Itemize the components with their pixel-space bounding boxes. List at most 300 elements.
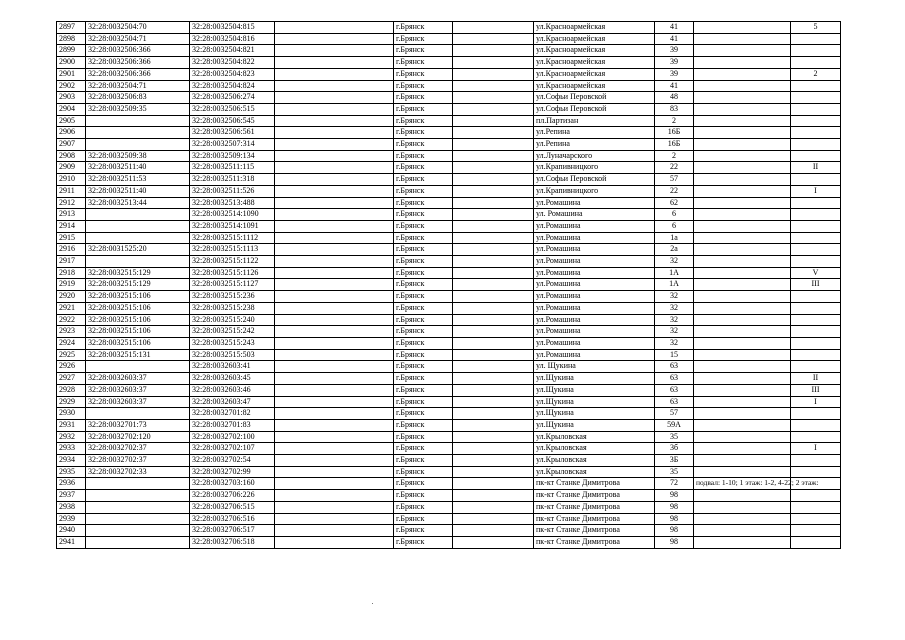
parcel-cadastral-number-cell: 32:28:0032511:40: [86, 162, 190, 174]
parcel-cadastral-number-cell: 32:28:0032603:37: [86, 373, 190, 385]
house-number-cell: 16Б: [655, 127, 694, 139]
object-cadastral-number-cell: 32:28:0032603:45: [190, 373, 275, 385]
object-cadastral-number-cell: 32:28:0032515:1127: [190, 279, 275, 291]
parcel-cadastral-number-cell: 32:28:0032603:37: [86, 384, 190, 396]
city-cell: г.Брянск: [394, 279, 453, 291]
street-cell: ул.Ромашина: [534, 337, 655, 349]
room-number-cell: [791, 232, 841, 244]
col-blank-a-cell: [275, 45, 394, 57]
col-blank-b-cell: [453, 291, 534, 303]
parcel-cadastral-number-cell: [86, 139, 190, 151]
street-cell: ул.Ромашина: [534, 244, 655, 256]
col-blank-b-cell: [453, 396, 534, 408]
city-cell: г.Брянск: [394, 232, 453, 244]
table-row: [57, 256, 841, 268]
room-number-cell: [791, 103, 841, 115]
table-row: [57, 291, 841, 303]
table-row: [57, 419, 841, 431]
table-row: [57, 314, 841, 326]
parcel-cadastral-number-cell: 32:28:0032702:37: [86, 443, 190, 455]
col-blank-a-cell: [275, 244, 394, 256]
room-details-cell: [694, 361, 791, 373]
room-details-cell: подвал: 1-10; 1 этаж: 1-2, 4-22; 2 этаж:: [694, 478, 791, 490]
city-cell: г.Брянск: [394, 384, 453, 396]
house-number-cell: 35: [655, 431, 694, 443]
city-cell: г.Брянск: [394, 349, 453, 361]
room-details-cell: [694, 115, 791, 127]
record-number-cell: 2929: [57, 396, 86, 408]
room-number-cell: [791, 408, 841, 420]
object-cadastral-number-cell: 32:28:0032702:99: [190, 466, 275, 478]
col-blank-b-cell: [453, 525, 534, 537]
room-details-cell: [694, 162, 791, 174]
parcel-cadastral-number-cell: 32:28:0032515:106: [86, 302, 190, 314]
house-number-cell: 72: [655, 478, 694, 490]
record-number-cell: 2926: [57, 361, 86, 373]
parcel-cadastral-number-cell: 32:28:0032504:71: [86, 33, 190, 45]
room-number-cell: [791, 349, 841, 361]
record-number-cell: 2939: [57, 513, 86, 525]
record-number-cell: 2910: [57, 174, 86, 186]
table-row: [57, 22, 841, 34]
room-details-cell: [694, 68, 791, 80]
street-cell: ул.Красноармейская: [534, 68, 655, 80]
col-blank-b-cell: [453, 314, 534, 326]
city-cell: г.Брянск: [394, 68, 453, 80]
record-number-cell: 2941: [57, 536, 86, 548]
table-row: [57, 232, 841, 244]
object-cadastral-number-cell: 32:28:0032701:82: [190, 408, 275, 420]
house-number-cell: 32: [655, 302, 694, 314]
col-blank-a-cell: [275, 33, 394, 45]
object-cadastral-number-cell: 32:28:0032706:516: [190, 513, 275, 525]
object-cadastral-number-cell: 32:28:0032515:1113: [190, 244, 275, 256]
table-row: [57, 139, 841, 151]
house-number-cell: 32: [655, 314, 694, 326]
col-blank-b-cell: [453, 33, 534, 45]
object-cadastral-number-cell: 32:28:0032504:821: [190, 45, 275, 57]
object-cadastral-number-cell: 32:28:0032515:242: [190, 326, 275, 338]
parcel-cadastral-number-cell: 32:28:0032506:366: [86, 68, 190, 80]
room-number-cell: I: [791, 443, 841, 455]
col-blank-a-cell: [275, 150, 394, 162]
house-number-cell: 15: [655, 349, 694, 361]
room-number-cell: [791, 419, 841, 431]
record-number-cell: 2923: [57, 326, 86, 338]
house-number-cell: 2: [655, 115, 694, 127]
col-blank-b-cell: [453, 220, 534, 232]
parcel-cadastral-number-cell: 32:28:0032515:129: [86, 267, 190, 279]
room-details-cell: [694, 455, 791, 467]
room-details-cell: [694, 80, 791, 92]
table-row: [57, 373, 841, 385]
object-cadastral-number-cell: 32:28:0032706:515: [190, 501, 275, 513]
room-number-cell: [791, 302, 841, 314]
house-number-cell: 22: [655, 162, 694, 174]
room-number-cell: 5: [791, 22, 841, 34]
street-cell: ул.Крыловская: [534, 466, 655, 478]
house-number-cell: 16Б: [655, 139, 694, 151]
table-row: [57, 302, 841, 314]
table-row: [57, 162, 841, 174]
col-blank-a-cell: [275, 513, 394, 525]
table-row: [57, 326, 841, 338]
parcel-cadastral-number-cell: [86, 209, 190, 221]
record-number-cell: 2906: [57, 127, 86, 139]
house-number-cell: 2а: [655, 244, 694, 256]
col-blank-b-cell: [453, 513, 534, 525]
house-number-cell: 1А: [655, 267, 694, 279]
record-number-cell: 2930: [57, 408, 86, 420]
col-blank-a-cell: [275, 174, 394, 186]
street-cell: ул.Крапивницкого: [534, 162, 655, 174]
table-row: [57, 197, 841, 209]
col-blank-a-cell: [275, 337, 394, 349]
room-number-cell: [791, 127, 841, 139]
parcel-cadastral-number-cell: 32:28:0032506:366: [86, 57, 190, 69]
col-blank-a-cell: [275, 408, 394, 420]
street-cell: ул.Ромашина: [534, 349, 655, 361]
col-blank-a-cell: [275, 232, 394, 244]
table-row: [57, 384, 841, 396]
house-number-cell: 98: [655, 501, 694, 513]
house-number-cell: 32: [655, 256, 694, 268]
room-number-cell: II: [791, 162, 841, 174]
city-cell: г.Брянск: [394, 162, 453, 174]
street-cell: ул.Ромашина: [534, 267, 655, 279]
parcel-cadastral-number-cell: 32:28:0032504:70: [86, 22, 190, 34]
city-cell: г.Брянск: [394, 115, 453, 127]
object-cadastral-number-cell: 32:28:0032702:54: [190, 455, 275, 467]
object-cadastral-number-cell: 32:28:0032511:318: [190, 174, 275, 186]
record-number-cell: 2934: [57, 455, 86, 467]
parcel-cadastral-number-cell: 32:28:0032702:120: [86, 431, 190, 443]
object-cadastral-number-cell: 32:28:0032515:1126: [190, 267, 275, 279]
object-cadastral-number-cell: 32:28:0032507:314: [190, 139, 275, 151]
parcel-cadastral-number-cell: 32:28:0032701:73: [86, 419, 190, 431]
room-number-cell: III: [791, 384, 841, 396]
street-cell: ул.Софьи Перовской: [534, 92, 655, 104]
record-number-cell: 2903: [57, 92, 86, 104]
city-cell: г.Брянск: [394, 57, 453, 69]
col-blank-b-cell: [453, 92, 534, 104]
property-registry-table: [56, 21, 841, 549]
object-cadastral-number-cell: 32:28:0032706:517: [190, 525, 275, 537]
table-row: [57, 337, 841, 349]
record-number-cell: 2936: [57, 478, 86, 490]
city-cell: г.Брянск: [394, 513, 453, 525]
table-row: [57, 455, 841, 467]
col-blank-b-cell: [453, 361, 534, 373]
room-details-cell: [694, 279, 791, 291]
city-cell: г.Брянск: [394, 337, 453, 349]
table-row: [57, 209, 841, 221]
record-number-cell: 2938: [57, 501, 86, 513]
record-number-cell: 2914: [57, 220, 86, 232]
room-number-cell: [791, 431, 841, 443]
col-blank-a-cell: [275, 92, 394, 104]
object-cadastral-number-cell: 32:28:0032515:240: [190, 314, 275, 326]
object-cadastral-number-cell: 32:28:0032504:816: [190, 33, 275, 45]
room-number-cell: [791, 57, 841, 69]
street-cell: ул.Красноармейская: [534, 80, 655, 92]
record-number-cell: 2918: [57, 267, 86, 279]
table-row: [57, 174, 841, 186]
col-blank-b-cell: [453, 139, 534, 151]
parcel-cadastral-number-cell: 32:28:0032506:366: [86, 45, 190, 57]
house-number-cell: 39: [655, 68, 694, 80]
scan-speck: [372, 603, 373, 604]
room-details-cell: [694, 536, 791, 548]
house-number-cell: 98: [655, 525, 694, 537]
parcel-cadastral-number-cell: 32:28:0032603:37: [86, 396, 190, 408]
table-row: [57, 68, 841, 80]
table-row: [57, 33, 841, 45]
col-blank-b-cell: [453, 373, 534, 385]
record-number-cell: 2912: [57, 197, 86, 209]
col-blank-b-cell: [453, 419, 534, 431]
parcel-cadastral-number-cell: [86, 408, 190, 420]
parcel-cadastral-number-cell: 32:28:0032702:33: [86, 466, 190, 478]
object-cadastral-number-cell: 32:28:0032515:1122: [190, 256, 275, 268]
city-cell: г.Брянск: [394, 185, 453, 197]
city-cell: г.Брянск: [394, 291, 453, 303]
city-cell: г.Брянск: [394, 431, 453, 443]
record-number-cell: 2905: [57, 115, 86, 127]
object-cadastral-number-cell: 32:28:0032706:226: [190, 490, 275, 502]
col-blank-a-cell: [275, 267, 394, 279]
parcel-cadastral-number-cell: 32:28:0032515:106: [86, 314, 190, 326]
city-cell: г.Брянск: [394, 455, 453, 467]
table-row: [57, 501, 841, 513]
house-number-cell: 32: [655, 291, 694, 303]
col-blank-a-cell: [275, 127, 394, 139]
record-number-cell: 2902: [57, 80, 86, 92]
record-number-cell: 2937: [57, 490, 86, 502]
house-number-cell: 39: [655, 57, 694, 69]
parcel-cadastral-number-cell: [86, 501, 190, 513]
room-details-cell: [694, 127, 791, 139]
col-blank-b-cell: [453, 209, 534, 221]
col-blank-b-cell: [453, 431, 534, 443]
house-number-cell: 35: [655, 466, 694, 478]
record-number-cell: 2897: [57, 22, 86, 34]
room-details-cell: [694, 22, 791, 34]
col-blank-a-cell: [275, 466, 394, 478]
table-row: [57, 115, 841, 127]
table-row: [57, 443, 841, 455]
room-details-cell: [694, 408, 791, 420]
col-blank-a-cell: [275, 501, 394, 513]
record-number-cell: 2940: [57, 525, 86, 537]
col-blank-a-cell: [275, 373, 394, 385]
col-blank-b-cell: [453, 466, 534, 478]
col-blank-a-cell: [275, 80, 394, 92]
city-cell: г.Брянск: [394, 139, 453, 151]
record-number-cell: 2931: [57, 419, 86, 431]
city-cell: г.Брянск: [394, 267, 453, 279]
col-blank-a-cell: [275, 162, 394, 174]
record-number-cell: 2898: [57, 33, 86, 45]
record-number-cell: 2901: [57, 68, 86, 80]
house-number-cell: 22: [655, 185, 694, 197]
parcel-cadastral-number-cell: 32:28:0032515:106: [86, 337, 190, 349]
object-cadastral-number-cell: 32:28:0032506:274: [190, 92, 275, 104]
house-number-cell: 98: [655, 513, 694, 525]
city-cell: г.Брянск: [394, 127, 453, 139]
city-cell: г.Брянск: [394, 396, 453, 408]
record-number-cell: 2907: [57, 139, 86, 151]
col-blank-b-cell: [453, 536, 534, 548]
room-details-cell: [694, 431, 791, 443]
room-number-cell: II: [791, 373, 841, 385]
table-row: [57, 92, 841, 104]
room-details-cell: [694, 513, 791, 525]
room-details-cell: [694, 220, 791, 232]
col-blank-b-cell: [453, 279, 534, 291]
table-row: [57, 185, 841, 197]
parcel-cadastral-number-cell: 32:28:0032702:37: [86, 455, 190, 467]
object-cadastral-number-cell: 32:28:0032515:503: [190, 349, 275, 361]
object-cadastral-number-cell: 32:28:0032506:545: [190, 115, 275, 127]
table-row: [57, 57, 841, 69]
room-number-cell: [791, 80, 841, 92]
city-cell: г.Брянск: [394, 33, 453, 45]
street-cell: пл.Партизан: [534, 115, 655, 127]
col-blank-b-cell: [453, 501, 534, 513]
col-blank-a-cell: [275, 302, 394, 314]
record-number-cell: 2919: [57, 279, 86, 291]
room-number-cell: [791, 291, 841, 303]
record-number-cell: 2928: [57, 384, 86, 396]
object-cadastral-number-cell: 32:28:0032515:243: [190, 337, 275, 349]
room-details-cell: [694, 490, 791, 502]
col-blank-a-cell: [275, 396, 394, 408]
object-cadastral-number-cell: 32:28:0032702:107: [190, 443, 275, 455]
object-cadastral-number-cell: 32:28:0032504:823: [190, 68, 275, 80]
city-cell: г.Брянск: [394, 92, 453, 104]
object-cadastral-number-cell: 32:28:0032506:515: [190, 103, 275, 115]
col-blank-b-cell: [453, 22, 534, 34]
room-details-cell: [694, 501, 791, 513]
col-blank-a-cell: [275, 197, 394, 209]
room-number-cell: [791, 536, 841, 548]
city-cell: г.Брянск: [394, 22, 453, 34]
parcel-cadastral-number-cell: [86, 536, 190, 548]
street-cell: ул.Ромашина: [534, 197, 655, 209]
street-cell: ул.Софьи Перовской: [534, 174, 655, 186]
col-blank-b-cell: [453, 337, 534, 349]
object-cadastral-number-cell: 32:28:0032504:824: [190, 80, 275, 92]
street-cell: ул.Щукина: [534, 373, 655, 385]
street-cell: ул.Крапивницкого: [534, 185, 655, 197]
col-blank-b-cell: [453, 408, 534, 420]
house-number-cell: 39: [655, 45, 694, 57]
house-number-cell: 63: [655, 361, 694, 373]
col-blank-b-cell: [453, 174, 534, 186]
house-number-cell: 6: [655, 209, 694, 221]
col-blank-a-cell: [275, 419, 394, 431]
house-number-cell: 63: [655, 373, 694, 385]
col-blank-b-cell: [453, 267, 534, 279]
col-blank-b-cell: [453, 150, 534, 162]
table-row: [57, 478, 841, 490]
parcel-cadastral-number-cell: [86, 478, 190, 490]
room-number-cell: [791, 92, 841, 104]
col-blank-a-cell: [275, 536, 394, 548]
street-cell: пк-кт Станке Димитрова: [534, 513, 655, 525]
street-cell: ул.Щукина: [534, 384, 655, 396]
room-number-cell: [791, 361, 841, 373]
col-blank-b-cell: [453, 103, 534, 115]
col-blank-a-cell: [275, 68, 394, 80]
street-cell: ул.Репина: [534, 127, 655, 139]
room-details-cell: [694, 419, 791, 431]
parcel-cadastral-number-cell: [86, 232, 190, 244]
table-row: [57, 361, 841, 373]
record-number-cell: 2935: [57, 466, 86, 478]
room-details-cell: [694, 174, 791, 186]
col-blank-b-cell: [453, 57, 534, 69]
object-cadastral-number-cell: 32:28:0032504:822: [190, 57, 275, 69]
object-cadastral-number-cell: 32:28:0032514:1091: [190, 220, 275, 232]
parcel-cadastral-number-cell: 32:28:0032515:131: [86, 349, 190, 361]
parcel-cadastral-number-cell: [86, 525, 190, 537]
col-blank-b-cell: [453, 326, 534, 338]
col-blank-a-cell: [275, 349, 394, 361]
table-row: [57, 279, 841, 291]
table-row: [57, 103, 841, 115]
object-cadastral-number-cell: 32:28:0032603:46: [190, 384, 275, 396]
city-cell: г.Брянск: [394, 408, 453, 420]
parcel-cadastral-number-cell: 32:28:0032509:35: [86, 103, 190, 115]
table-row: [57, 396, 841, 408]
room-number-cell: [791, 525, 841, 537]
city-cell: г.Брянск: [394, 466, 453, 478]
street-cell: пк-кт Станке Димитрова: [534, 536, 655, 548]
col-blank-b-cell: [453, 490, 534, 502]
col-blank-a-cell: [275, 115, 394, 127]
document-page: [56, 21, 841, 549]
room-details-cell: [694, 232, 791, 244]
table-row: [57, 349, 841, 361]
record-number-cell: 2915: [57, 232, 86, 244]
house-number-cell: 1а: [655, 232, 694, 244]
object-cadastral-number-cell: 32:28:0032504:815: [190, 22, 275, 34]
record-number-cell: 2911: [57, 185, 86, 197]
street-cell: ул.Ромашина: [534, 256, 655, 268]
parcel-cadastral-number-cell: 32:28:0032515:106: [86, 326, 190, 338]
col-blank-a-cell: [275, 478, 394, 490]
record-number-cell: 2904: [57, 103, 86, 115]
object-cadastral-number-cell: 32:28:0032706:518: [190, 536, 275, 548]
col-blank-b-cell: [453, 349, 534, 361]
col-blank-a-cell: [275, 443, 394, 455]
street-cell: ул.Ромашина: [534, 291, 655, 303]
col-blank-b-cell: [453, 185, 534, 197]
table-row: [57, 431, 841, 443]
room-details-cell: [694, 443, 791, 455]
room-number-cell: [791, 115, 841, 127]
object-cadastral-number-cell: 32:28:0032701:83: [190, 419, 275, 431]
room-number-cell: [791, 220, 841, 232]
city-cell: г.Брянск: [394, 314, 453, 326]
room-number-cell: [791, 490, 841, 502]
registry-body: [57, 22, 841, 549]
house-number-cell: 57: [655, 174, 694, 186]
record-number-cell: 2924: [57, 337, 86, 349]
city-cell: г.Брянск: [394, 478, 453, 490]
